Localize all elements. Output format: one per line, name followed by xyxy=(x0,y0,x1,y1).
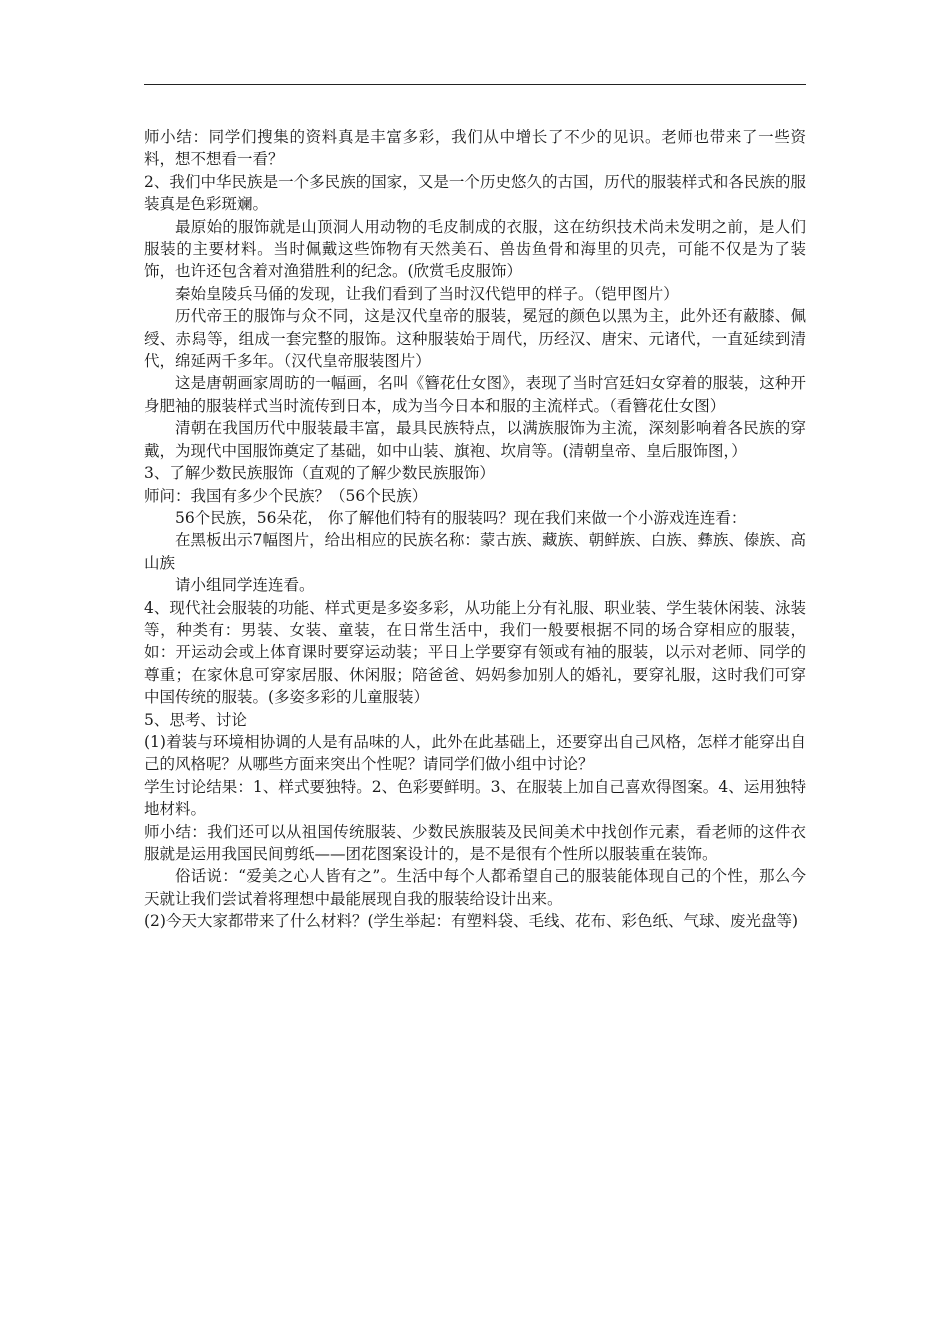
paragraph-group-task: 请小组同学连连看。 xyxy=(175,576,315,595)
paragraph-item-2: 2、我们中华民族是一个多民族的国家，又是一个历史悠久的古国，历代的服装样式和各民族的服装真是色彩斑斓。 xyxy=(144,172,806,214)
paragraph-qing-clothing: 清朝在我国历代中服装最丰富，最具民族特点，以满族服饰为主流，深刻影响着各民族的穿戴，为现代中国服饰奠定了基础，如中山装、旗袍、坎肩等。(清朝皇帝、皇后服饰图，） xyxy=(144,419,806,460)
paragraph-teacher-question: 师问：我国有多少个民族？（56个民族） xyxy=(144,486,428,505)
document-body xyxy=(144,126,806,933)
paragraph-item-4: 4、现代社会服装的功能、样式更是多姿多彩，从功能上分有礼服、职业装、学生装休闲装、泳装等，种类有：男装、女装、童装，在日常生活中，我们一般要根据不同的场合穿相应的服装，如：开运动会或上体育课时要穿运动装；平日上学要穿有领或有袖的服装，以示对老师、同学的尊重；在家休息可穿家居服、休闲服；陪爸爸、妈妈参加别人的婚礼，要穿礼服，这时我们可穿中国传统的服装。(多姿多彩的儿童服装） xyxy=(144,598,806,707)
paragraph-question-2: (2)今天大家都带来了什么材料？(学生举起：有塑料袋、毛线、花布、彩色纸、气球、废光盘等) xyxy=(144,912,799,931)
paragraph-question-1: (1)着装与环境相协调的人是有品味的人，此外在此基础上，还要穿出自己风格，怎样才能穿出自己的风格呢？从哪些方面来突出个性呢？请同学们做小组中讨论？ xyxy=(144,732,806,774)
paragraph-item-5: 5、思考、讨论 xyxy=(144,710,247,729)
header-rule xyxy=(144,84,806,85)
paragraph-item-3: 3、了解少数民族服饰（直观的了解少数民族服饰） xyxy=(144,464,495,483)
paragraph-teacher-summary-2: 师小结：我们还可以从祖国传统服装、少数民族服装及民间美术中找创作元素，看老师的这件衣服就是运用我国民间剪纸——团花图案设计的，是不是很有个性所以服装重在装饰。 xyxy=(144,822,806,863)
paragraph-tang-painting: 这是唐朝画家周昉的一幅画，名叫《簪花仕女图》，表现了当时宫廷妇女穿着的服装，这种开身肥袖的服装样式当时流传到日本，成为当今日本和服的主流样式。（看簪花仕女图） xyxy=(144,374,806,415)
paragraph-blackboard: 在黑板出示7幅图片，给出相应的民族名称：蒙古族、藏族、朝鲜族、白族、彝族、傣族、高山族 xyxy=(144,531,806,572)
paragraph-discussion-result: 学生讨论结果：1、样式要独特。2、色彩要鲜明。3、在服装上加自己喜欢得图案。4、运用独特地材料。 xyxy=(144,777,806,819)
paragraph-proverb: 俗话说：“爱美之心人皆有之”。生活中每个人都希望自己的服装能体现自己的个性，那么今天就让我们尝试着将理想中最能展现自我的服装给设计出来。 xyxy=(144,867,806,908)
paragraph-terracotta: 秦始皇陵兵马俑的发现，让我们看到了当时汉代铠甲的样子。（铠甲图片） xyxy=(175,284,679,303)
paragraph-game-intro: 56个民族，56朵花， 你了解他们特有的服装吗？现在我们来做一个小游戏连连看： xyxy=(175,508,747,527)
paragraph-primitive-clothing: 最原始的服饰就是山顶洞人用动物的毛皮制成的衣服，这在纺织技术尚未发明之前，是人们服装的主要材料。当时佩戴这些饰物有天然美石、兽齿鱼骨和海里的贝壳，可能不仅是为了装饰，也许还包含着对渔猎胜利的纪念。(欣赏毛皮服饰） xyxy=(144,217,806,281)
paragraph-teacher-summary-1: 师小结：同学们搜集的资料真是丰富多彩，我们从中增长了不少的见识。老师也带来了一些资料，想不想看一看？ xyxy=(144,128,806,169)
paragraph-emperor-clothing: 历代帝王的服饰与众不同，这是汉代皇帝的服装，冕冠的颜色以黑为主，此外还有蔽膝、佩绶、赤舄等，组成一套完整的服饰。这种服装始于周代，历经汉、唐宋、元诸代，一直延续到清代，绵延两千多年。（汉代皇帝服装图片） xyxy=(144,307,806,371)
